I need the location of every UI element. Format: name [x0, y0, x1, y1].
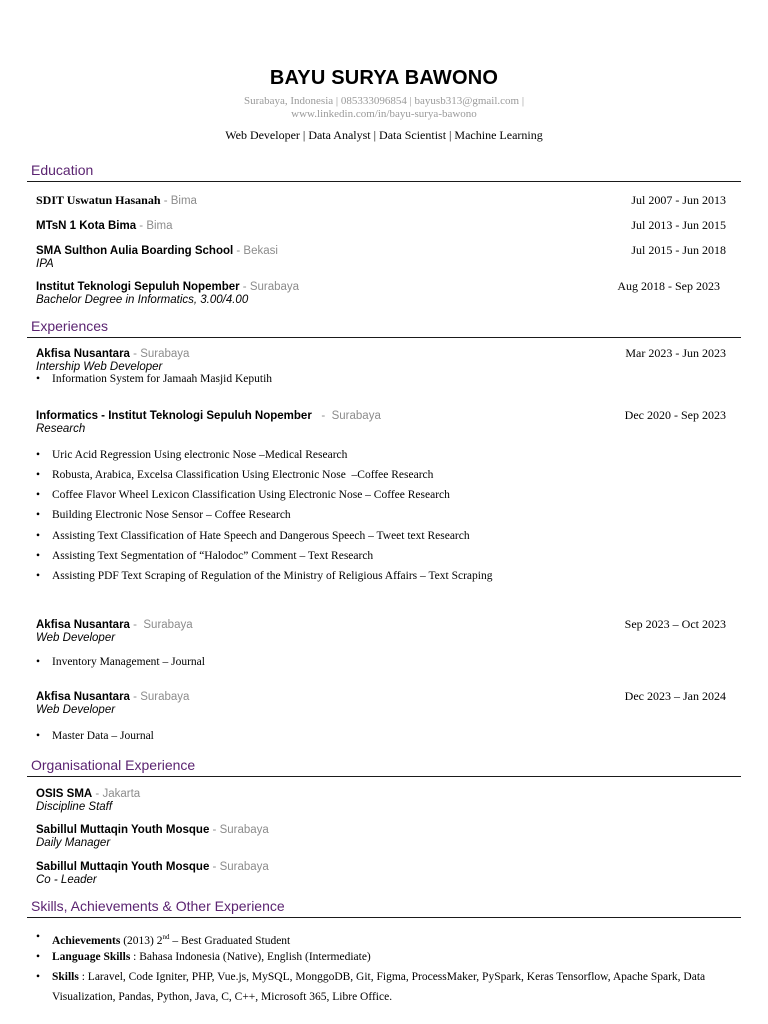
entry-org: Sabillul Muttaqin Youth Mosque: [36, 824, 210, 836]
entry-subtitle: Web Developer: [36, 632, 116, 644]
entry-subtitle: Co - Leader: [36, 874, 97, 886]
entry-date: Sep 2023 – Oct 2023: [624, 617, 726, 631]
bullet-icon: •: [36, 373, 41, 385]
section-title-experiences: Experiences: [31, 318, 109, 334]
contact-line-1: Surabaya, Indonesia | 085333096854 | bayusb313@gmail.com |: [243, 95, 525, 107]
entry-subtitle: Discipline Staff: [36, 801, 113, 813]
education-entry: [36, 193, 726, 208]
skill-item: • Achievements (2013) 2nd – Best Graduated Student: [36, 927, 726, 951]
entry-location: - Surabaya: [209, 824, 269, 836]
education-entry: [36, 243, 726, 271]
list-item: • Building Electronic Nose Sensor – Coffee Research: [36, 509, 291, 521]
section-rule: [27, 181, 741, 182]
experience-entry: [36, 346, 726, 374]
list-item: • Assisting Text Classification of Hate Speech and Dangerous Speech – Tweet text Research: [36, 530, 470, 542]
entry-location: - Surabaya: [129, 348, 190, 360]
organisation-entry: [36, 822, 726, 850]
bullet-icon: •: [36, 951, 41, 963]
section-title-organisational: Organisational Experience: [31, 757, 196, 773]
entry-org: Akfisa Nusantara: [36, 691, 130, 703]
entry-org: OSIS SMA: [36, 788, 93, 800]
entry-org: Akfisa Nusantara: [36, 619, 130, 631]
list-item: • Robusta, Arabica, Excelsa Classification Using Electronic Nose –Coffee Research: [36, 469, 434, 481]
organisation-entry: [36, 786, 726, 814]
section-title-skills: Skills, Achievements & Other Experience: [31, 898, 285, 914]
education-entry: [36, 218, 726, 233]
list-item: • Information System for Jamaah Masjid Keputih: [36, 373, 273, 385]
bullet-icon: •: [36, 550, 41, 562]
entry-org: SMA Sulthon Aulia Boarding School: [36, 245, 234, 257]
section-rule: [27, 917, 741, 918]
resume-name: BAYU SURYA BAWONO: [269, 67, 499, 89]
entry-location: - Surabaya: [129, 619, 193, 631]
list-item: • Inventory Management – Journal: [36, 656, 205, 668]
entry-subtitle: Research: [36, 423, 86, 435]
organisation-entry: [36, 859, 726, 887]
entry-org: Sabillul Muttaqin Youth Mosque: [36, 861, 210, 873]
entry-date: Jul 2013 - Jun 2015: [631, 218, 726, 232]
entry-subtitle: Web Developer: [36, 704, 116, 716]
entry-org: SDIT Uswatun Hasanah: [36, 193, 161, 207]
list-item: • Assisting PDF Text Scraping of Regulation of the Ministry of Religious Affairs – Text Scraping: [36, 570, 493, 582]
bullet-icon: •: [36, 570, 41, 582]
entry-subtitle: Daily Manager: [36, 837, 111, 849]
entry-date: Mar 2023 - Jun 2023: [625, 346, 726, 360]
contact-info: [220, 95, 548, 121]
entry-location: - Jakarta: [92, 788, 141, 800]
entry-date: Jul 2007 - Jun 2013: [631, 193, 726, 207]
contact-line-2: www.linkedin.com/in/bayu-surya-bawono: [291, 108, 477, 120]
section-rule: [27, 776, 741, 777]
section-rule: [27, 337, 741, 338]
entry-date: Dec 2023 – Jan 2024: [624, 689, 726, 703]
skill-label: Skills: [52, 971, 79, 983]
entry-org: Informatics - Institut Teknologi Sepuluh Nopember: [36, 410, 312, 422]
experience-entry: [36, 617, 726, 645]
bullet-icon: •: [36, 530, 41, 542]
entry-location: - Surabaya: [129, 691, 190, 703]
bullet-icon: •: [36, 730, 41, 742]
bullet-icon: •: [36, 931, 41, 943]
skill-item: • Language Skills : Bahasa Indonesia (Native), English (Intermediate): [36, 947, 726, 967]
entry-org: Institut Teknologi Sepuluh Nopember: [36, 281, 240, 293]
education-entry: [36, 279, 726, 307]
list-item: • Master Data – Journal: [36, 730, 154, 742]
skill-item: • Skills : Laravel, Code Igniter, PHP, Vue.js, MySQL, MonggoDB, Git, Figma, ProcessMaker, PySpark, Keras Tensorflow, Apache Spark, Data Visualization, Pandas, Python, Java, C, C++, Microsoft 365, Libre Office.: [36, 967, 726, 1007]
entry-subtitle: Bachelor Degree in Informatics, 3.00/4.00: [36, 294, 249, 306]
entry-location: - Bima: [160, 195, 197, 207]
entry-date: Aug 2018 - Sep 2023: [617, 279, 720, 293]
bullet-icon: •: [36, 449, 41, 461]
entry-subtitle: Intership Web Developer: [36, 361, 163, 373]
list-item: • Coffee Flavor Wheel Lexicon Classification Using Electronic Nose – Coffee Research: [36, 489, 450, 501]
entry-org: Akfisa Nusantara: [36, 348, 130, 360]
list-item: • Uric Acid Regression Using electronic Nose –Medical Research: [36, 449, 348, 461]
entry-subtitle: IPA: [36, 258, 54, 270]
entry-date: Jul 2015 - Jun 2018: [631, 243, 726, 257]
entry-date: Dec 2020 - Sep 2023: [624, 408, 726, 422]
skill-label: Achievements: [52, 934, 121, 947]
bullet-icon: •: [36, 971, 41, 983]
experience-entry: [36, 408, 726, 436]
section-title-education: Education: [31, 162, 94, 178]
entry-location: - Surabaya: [239, 281, 300, 293]
entry-location: - Bekasi: [233, 245, 278, 257]
roles-line: Web Developer | Data Analyst | Data Scientist | Machine Learning: [225, 128, 543, 142]
skill-label: Language Skills: [52, 951, 131, 963]
list-item: • Assisting Text Segmentation of “Halodoc” Comment – Text Research: [36, 550, 374, 562]
experience-entry: [36, 689, 726, 717]
bullet-icon: •: [36, 489, 41, 501]
entry-location: - Bima: [136, 220, 173, 232]
entry-location: - Surabaya: [209, 861, 269, 873]
entry-org: MTsN 1 Kota Bima: [36, 220, 137, 232]
bullet-icon: •: [36, 509, 41, 521]
bullet-icon: •: [36, 469, 41, 481]
entry-location: - Surabaya: [311, 410, 381, 422]
bullet-icon: •: [36, 656, 41, 668]
